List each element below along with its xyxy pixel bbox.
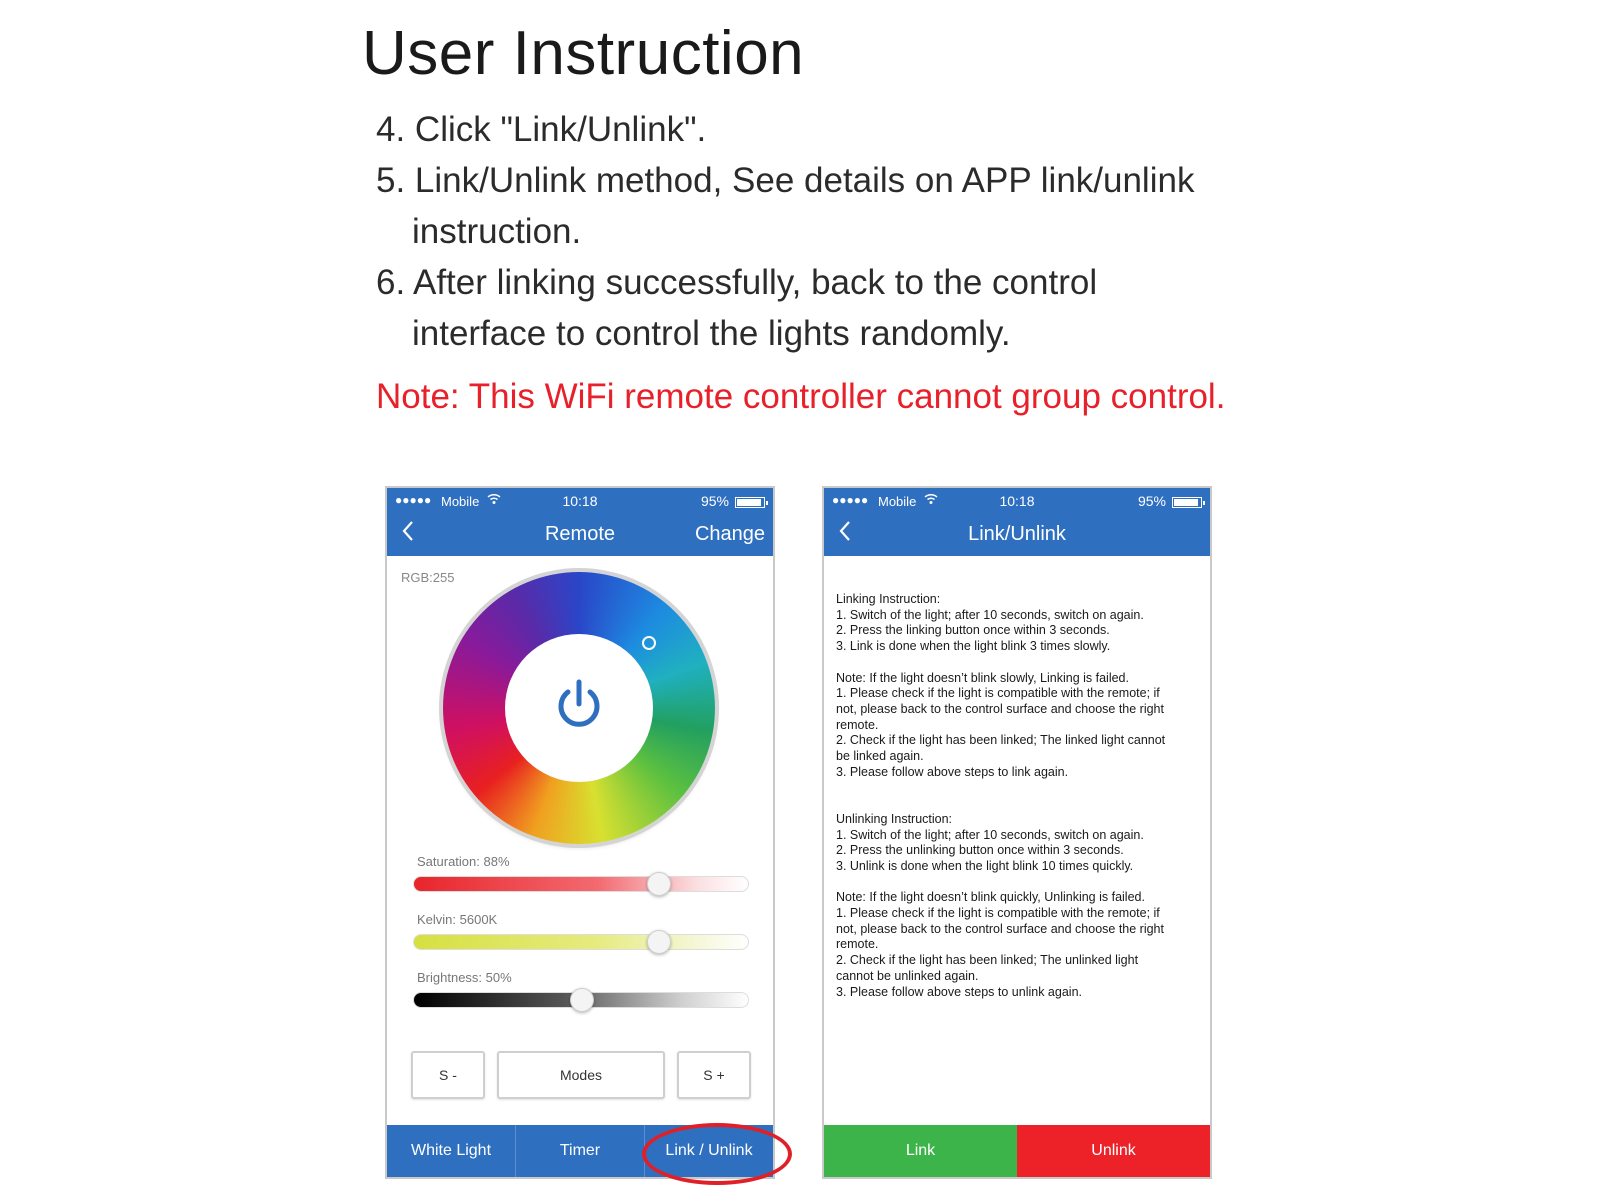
instruction-line: 1. Switch of the light; after 10 seconds, switch on again. <box>836 607 1144 622</box>
instruction-line: 2. Press the unlinking button once within 3 seconds. <box>836 843 1124 858</box>
step-4: 4. Click "Link/Unlink". <box>376 110 707 149</box>
link-unlink-highlight <box>642 1123 792 1185</box>
saturation-knob[interactable] <box>647 872 671 896</box>
instruction-line: remote. <box>836 717 879 732</box>
instruction-line: 2. Check if the light has been linked; The linked light cannot <box>836 733 1166 748</box>
step-5-continued: instruction. <box>412 212 582 251</box>
instruction-line: Note: If the light doesn’t blink slowly, Linking is failed. <box>836 670 1129 685</box>
speed-down-button[interactable]: S - <box>411 1051 485 1099</box>
brightness-knob[interactable] <box>570 988 594 1012</box>
unlink-button[interactable]: Unlink <box>1017 1125 1210 1177</box>
color-picker-handle[interactable] <box>642 636 656 650</box>
status-bar <box>387 488 773 514</box>
instruction-line: Unlinking Instruction: <box>836 811 953 826</box>
battery-icon <box>1172 497 1202 508</box>
instruction-line: Note: If the light doesn’t blink quickly, Unlinking is failed. <box>836 890 1145 905</box>
instruction-line: 1. Switch of the light; after 10 seconds, switch on again. <box>836 827 1144 842</box>
kelvin-knob[interactable] <box>647 930 671 954</box>
clock: 10:18 <box>999 493 1035 509</box>
step-6: 6. After linking successfully, back to the control <box>376 263 1098 302</box>
instruction-line: 1. Please check if the light is compatible with the remote; if <box>836 686 1160 701</box>
link-unlink-screen <box>822 486 1212 1179</box>
instruction-line: 2. Press the linking button once within 3 seconds. <box>836 623 1110 638</box>
instruction-line: not, please back to the control surface and choose the right <box>836 701 1164 716</box>
instruction-line: be linked again. <box>836 749 924 764</box>
clock: 10:18 <box>562 493 598 509</box>
signal-dots: ●●●●● <box>395 493 432 507</box>
link-navbar <box>824 514 1210 556</box>
step-5: 5. Link/Unlink method, See details on APP link/unlink <box>376 161 1195 200</box>
instruction-line <box>836 796 1204 812</box>
instruction-line <box>836 780 1204 796</box>
instruction-line: 2. Check if the light has been linked; The unlinked light <box>836 953 1139 968</box>
saturation-slider[interactable] <box>413 876 749 892</box>
color-wheel[interactable] <box>443 572 715 844</box>
instruction-line: cannot be unlinked again. <box>836 968 979 983</box>
brightness-slider[interactable] <box>413 992 749 1008</box>
carrier-label: Mobile <box>441 494 480 509</box>
instruction-line: 3. Unlink is done when the light blink 10 times quickly. <box>836 858 1134 873</box>
battery-percent: 95% <box>700 493 729 509</box>
change-button[interactable]: Change <box>694 523 765 545</box>
instruction-line: Linking Instruction: <box>836 592 941 606</box>
battery-percent: 95% <box>1137 493 1166 509</box>
instruction-line: 1. Please check if the light is compatible with the remote; if <box>836 906 1160 921</box>
tab-link-unlink[interactable]: Link / Unlink <box>665 1142 753 1159</box>
instruction-line: 3. Please follow above steps to unlink again. <box>836 984 1082 999</box>
tab-timer[interactable]: Timer <box>516 1125 645 1177</box>
brightness-label: Brightness: 50% <box>417 970 512 985</box>
battery-icon <box>735 497 765 508</box>
page-title: User Instruction <box>362 19 805 88</box>
link-unlink-title: Link/Unlink <box>968 523 1066 545</box>
tab-white-light[interactable]: White Light <box>387 1125 516 1177</box>
link-header <box>824 488 1210 556</box>
instruction-line: 3. Link is done when the light blink 3 times slowly. <box>836 639 1111 654</box>
instruction-line: remote. <box>836 937 879 952</box>
remote-navbar <box>387 514 773 556</box>
carrier-label: Mobile <box>878 494 917 509</box>
kelvin-slider[interactable] <box>413 934 749 950</box>
signal-dots: ●●●●● <box>832 493 869 507</box>
modes-button[interactable]: Modes <box>497 1051 665 1099</box>
instruction-steps <box>376 104 1276 359</box>
link-action-bar <box>824 1125 1210 1177</box>
wheel-center <box>505 634 653 782</box>
remote-screen <box>385 486 775 1179</box>
kelvin-label: Kelvin: 5600K <box>417 912 498 927</box>
link-button[interactable]: Link <box>824 1125 1017 1177</box>
step-6-continued: interface to control the lights randomly. <box>412 314 1011 353</box>
rgb-readout: RGB:255 <box>401 570 455 585</box>
instruction-line: not, please back to the control surface and choose the right <box>836 921 1164 936</box>
instruction-line <box>836 875 1204 891</box>
instruction-line: 3. Please follow above steps to link again. <box>836 764 1069 779</box>
saturation-label: Saturation: 88% <box>417 854 510 869</box>
speed-up-button[interactable]: S + <box>677 1051 751 1099</box>
status-bar <box>824 488 1210 514</box>
instruction-line <box>836 655 1204 671</box>
group-control-note: Note: This WiFi remote controller cannot group control. <box>376 377 1226 416</box>
remote-header <box>387 488 773 556</box>
power-icon[interactable] <box>554 678 604 737</box>
remote-title: Remote <box>544 523 616 545</box>
link-instructions <box>836 592 1204 1000</box>
